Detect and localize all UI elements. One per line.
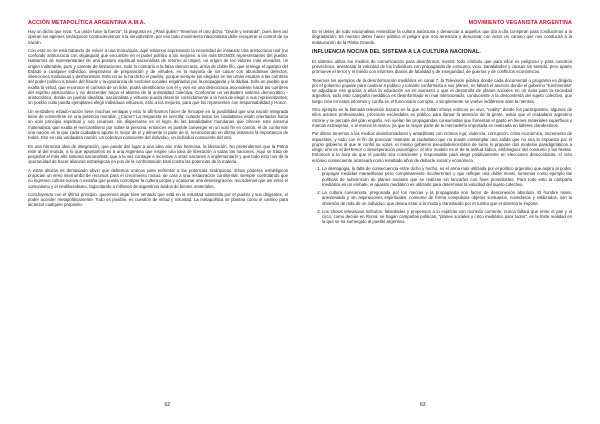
right-paragraph: Tenemos los ejemplos de la desinformación mediática en canal 7, la Televisión pública donde cada documental o programa es dirigido por el gobierno popular para cautivar a público y tomarlo conformista a sus planes, no faltará el anuncio donde el gobierno "Kirchnerista" se adjudique ese gracias a ellos la educación va en aumento o que el desarrollo de planes sociales en un éxito para la sociedad argentina, todo esto campaña mediática es desinformado en mal intencionado, conduciente a la descontenta del sujeto colectivo, que luego crea en estos informes y confía en el funcionario corrupto, o simplemente se vuelve indiferente ante la mentira.: [312, 77, 572, 104]
right-paragraph: El sistema utiliza los medios de comunicación para desinformar, invertir todo símbolo que para ellos es peligroso y para nosotros provechoso, anestesiar la voluntad de los individuos con propaganda de consumo, vicio, banalidades y causas sin sentido, pero aparte promueve el terror y el miedo con informes diarios de fatalidad y de inseguridad, de guerras y de conflictos económicos.: [312, 58, 572, 75]
left-running-head: ACCIÓN METAPOLÍTICA ARGENTINA A.M.A.: [28, 20, 146, 26]
left-paragraph: Un verdadero estado-nación tiene muchas ventajas y esto lo afirmamos hacer de hincapié en la posibilidad que una nación integrada tiene de convertirse en una potencia mundial. ¿Cómo? La respuesta es sencilla; cuando todos los ciudadanos están orientados hacia un solo principio espiritual y nos creamos, sin dispersarse en el logro de las banalidades mundanas que ofrecen este sistema materialista, que exalta el mercantilismo por sobre la persona, entonces es posible converger en un solo fin en común, el de conformar una nación en la que cada ciudadano aporte lo mejor de sí y alimente lo pase de sí, reconociendo en última instancia la importancia de todos. Eso es una verdadera nación, un colectivo consciente del individuo, un individuo consciente del otro.: [28, 108, 288, 141]
right-paragraph: Otro ejemplo es la llamada televisión basura en la que no faltan shows eróticos en vivo, "reality" donde los participantes, algunos de ellos actores profesionales, provocan escándalos en público para llamar la atención de la gente, evitar que el ciudadano argentino razone y se percate del gran engaño. Así vuelan las propagandas consumistas que fomentan el gasto en bienes materiales superfluos y marcas extranjeras, o al menos la marca, ya que la mayor parte de la mercadería importada es realizada en talleres clandestinos.: [312, 107, 572, 128]
right-running-head: MOVIMIENTO VEGANISTA ARGENTINA: [468, 20, 572, 26]
numbered-list-item: 1. La demagogia, la falta de consecuencia entre dicho y hecho, es el arma más utilizada por el político argentino que aspira al poder, propagar medidas maravillosas pero completamente incoherentes y que reflejan una doble moral, tomemos como ejemplo las políticas de subvención de planes sociales que se realizan sin lanzarlos con fines proselitistas. Para todo esto la campaña mediática es un embate, el aparato mediático es utilizado para determinar la voluntad del sujeto colectivo.: [322, 166, 572, 187]
right-intro-paragraph: Es el deber de todo nacionalista reivindicar la cultura autóctona y denunciar a aquellos que día a día conspiran para conducirnos a la degradación. Es nuestro deber hacer público el peligro que nos amenaza y denunciar con actos un camino que nos conducirá a la restauración de la Patria Grande.: [312, 29, 572, 45]
left-paragraph: A estas alturas es demasiado obvio que debemos unirnos para enfrentar a las potencias sinárquicas. Estos poderes estratégicos propician un serio interrumbo de recursos para el crecimiento mutuo, de cara a una restauración continental; siempre controlando que no ingresen cultura nociva o extraña que pueda corromper la cultura propia y ocasionar una desintegración; recordemos que así entró el comunismo y el neoliberalismo, fagocitando a millones de argentinos ávidos de bienes materiales.: [28, 167, 288, 189]
numbered-list-item: 2. La cultura consumista, pregonada por los mecías y la propaganda son factor de desconexión absoluta. El hombre mass, anestesiado y sin aspiraciones espirituales, consume de forma compulsiva objetos suntuarios, novedosos y estilizados, son la obsesión de más de un individuo, que desea estar a la moda y transitando por el rumbo que el sistema le impone.: [322, 190, 572, 206]
section-heading: INFLUENCIA NOCIVA DEL SISTEMA A LA CULTURA NACIONAL.: [312, 48, 481, 55]
right-body-text: [312, 29, 572, 225]
right-page-number: 63: [420, 402, 426, 408]
left-paragraph: Con esto no se está tratando de volver a una monarquía, aquí estamos expresando la necesidad de instaurar una aristocracia real (no confundir aristocracia con oligarquía) que encumbre en el poder político a los mejores, a los más DIGNOS representantes del pueblo. Hablamos de representantes de una postura espiritual nacionalista de retorno al origen; un origen de los valores más elevados, un origen inalterable, puro y carente de limitaciones, todo lo contrario a la falsa democracia, arma de doble filo, que entrega el aparato del Estado a cualquier individuo, desprovisto de preparación y de virtudes, en la mayoría de los casos con abundantes defectos, intenciones maliciosas y deshonestas. Esto no se lo ha dicho el pueblo, porque siempre los elegidos en las urnas escalan a las cumbres del poder político a través del fraude y la ignorancia de sectores sociales engañados por la propaganda y la dádiva. Sólo un pueblo que exalta la virtud, que reconoce el carisma de un líder, podrá identificarse con él y vivir en una democracia ascendente hacia las cumbres del espíritu aristocrático y no descender hacia el abismo de la animalidad colectiva. Conformar un verdadero sistema democrático - aristocrático, donde un pueblo idealista, nacionalista y virtuoso pueda discernir correctamente a la hora de elegir a sus representantes; un pueblo culto pueda ejemplares elegir individuos virtuosos, esto a los mejores, para que los representen con responsabilidad y Honor.: [28, 47, 288, 106]
right-page: [300, 0, 600, 424]
numbered-list: [312, 166, 572, 225]
numbered-list-item: 3. Los shows televisivos ridículos, falsedades y propensos a lo explícito son moneda corriente, nunca faltará que entre el pan y el circo, como decían en Roma, se hagan campañas políticas, "planes sociales y circo mediático para todos", es la triste realidad en la que se ha sumergido al pueblo argentino.: [322, 209, 572, 225]
left-paragraph: Es una hermosa idea de integración, que puede dar lugar a una idea aún más hermosa, la liberación. No pretendemos que la Patria esté al del mundo, a lo que apuntamos es a una Argentina que inspire una idea de liberación a todas las naciones. Aquí se trata de pergeñar el más alto sistema nacionalista, que a la vez contagie e incentive a otras naciones a implementarlo y que todo esto nos dé la oportunidad de hacer alianzas estratégicas en pos de la confrontación total contra las potencias de la materia.: [28, 143, 288, 165]
left-paragraph: Concluyendo con el último principio, queremos dejar bien sentado que está en la voluntad sostenida por el pueblo y sus dirigentes, el poder acceder metapolíticamente. Todo es posible, es cuestión de virtud y voluntad. La metapolítica se plantea como el camino para alcanzar cualquier propósito.: [28, 191, 288, 208]
left-body-text: [28, 29, 288, 208]
left-paragraph: Hay un dicho que reza: "La unión hace la fuerza", la pregunta es ¿Para quién? Tenemos el otro dicho: "Divide y reinarás", pues bien así operan los agentes sinárquicos conduciéndonos a la servidumbre; por eso todo movimiento nacionalista debe recuperar el control de su nación.: [28, 29, 288, 45]
left-page-number: 62: [164, 402, 170, 408]
right-paragraph: Por último tenemos a los medios desinformadores y amarillistas con crónica roja, violencia, corrupción, crisis económica, incremento de impuestos, y todo con el fin de provocar malestar al ciudadano que no puede contemplar una salida que no sea la impuesta por el propio gobierno al que le confió su votos, el mismo gobierno pseudodemocrático de turno lo propone dos modelos paradigmáticos a elegir, uno es el del temor o desesperación psicológico: el otro modelo es el de la actitud lúdica, embriaguez del consumo y las fiestas. Entonces a la hora de que el pueblo sea consciente y responsable para elegir positivamente en elecciones democráticas, el voto erróneo consecuente acarreará como resultado años de debacle social y económica.: [312, 131, 572, 163]
